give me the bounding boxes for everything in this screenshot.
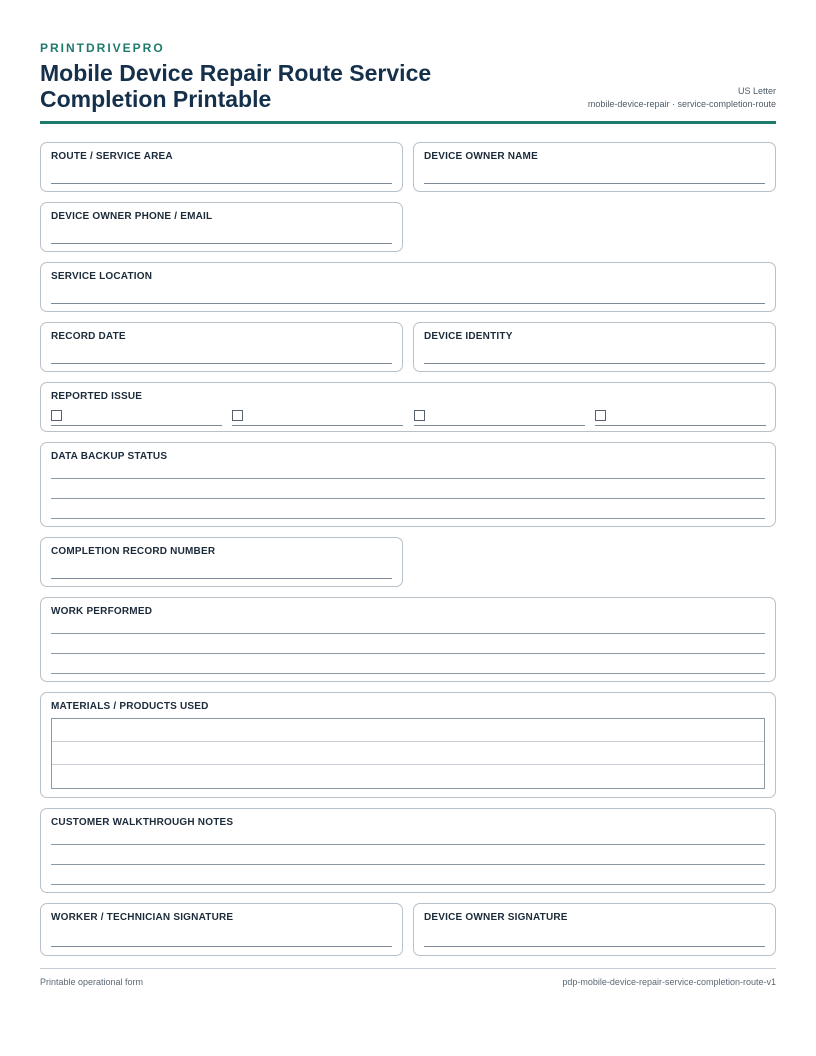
checkbox-icon[interactable] [51,410,62,421]
issue-option-4[interactable] [595,408,766,426]
form-slug: mobile-device-repair · service-completion-route [587,99,776,109]
table-row[interactable] [52,765,764,788]
completion-number-input-line[interactable] [51,578,392,579]
route-label: ROUTE / SERVICE AREA [51,151,173,162]
data-backup-line-3[interactable] [51,518,765,519]
reported-issue-field [40,382,776,432]
footer-left-text: Printable operational form [40,977,144,987]
materials-field [40,692,776,798]
work-performed-field [40,597,776,682]
table-row[interactable] [52,719,764,742]
completion-number-label: COMPLETION RECORD NUMBER [51,546,216,557]
service-location-input-line[interactable] [51,303,765,304]
header-rule [40,121,776,124]
walkthrough-line-2[interactable] [51,864,765,865]
checkbox-icon[interactable] [595,410,606,421]
device-identity-label: DEVICE IDENTITY [424,331,513,342]
owner-contact-input-line[interactable] [51,243,392,244]
document-meta [588,85,776,111]
record-date-input-line[interactable] [51,363,392,364]
owner-signature-line[interactable] [424,946,765,947]
record-date-label: RECORD DATE [51,331,126,342]
owner-name-label: DEVICE OWNER NAME [424,151,538,162]
issue-option-3[interactable] [414,408,585,426]
checkbox-icon[interactable] [232,410,243,421]
checkbox-icon[interactable] [414,410,425,421]
service-location-field [40,262,776,312]
owner-signature-field [413,903,776,956]
owner-contact-field [40,202,403,252]
footer-form-id: pdp-mobile-device-repair-service-completion-route-v1 [562,977,776,987]
work-performed-label: WORK PERFORMED [51,606,153,617]
data-backup-label: DATA BACKUP STATUS [51,451,168,462]
owner-name-input-line[interactable] [424,183,765,184]
issue-option-1[interactable] [51,408,222,426]
service-location-label: SERVICE LOCATION [51,271,153,282]
owner-signature-label: DEVICE OWNER SIGNATURE [424,912,568,923]
worker-signature-field [40,903,403,956]
owner-contact-label: DEVICE OWNER PHONE / EMAIL [51,211,213,222]
brand-name: PRINTDRIVEPRO [40,41,165,55]
data-backup-line-2[interactable] [51,498,765,499]
completion-number-field [40,537,403,587]
table-row[interactable] [52,742,764,765]
owner-name-field [413,142,776,192]
data-backup-line-1[interactable] [51,478,765,479]
walkthrough-line-3[interactable] [51,884,765,885]
reported-issue-label: REPORTED ISSUE [51,391,143,402]
work-performed-line-2[interactable] [51,653,765,654]
walkthrough-field [40,808,776,893]
device-identity-field [413,322,776,372]
route-field [40,142,403,192]
data-backup-field [40,442,776,527]
materials-label: MATERIALS / PRODUCTS USED [51,701,209,712]
walkthrough-label: CUSTOMER WALKTHROUGH NOTES [51,817,234,828]
work-performed-line-1[interactable] [51,633,765,634]
work-performed-line-3[interactable] [51,673,765,674]
page-title: Mobile Device Repair Route Service Completion Printable [40,60,432,112]
issue-option-2[interactable] [232,408,403,426]
worker-signature-line[interactable] [51,946,392,947]
footer-rule [40,968,776,969]
record-date-field [40,322,403,372]
paper-size: US Letter [737,86,776,96]
device-identity-input-line[interactable] [424,363,765,364]
materials-table [51,718,765,789]
route-input-line[interactable] [51,183,392,184]
worker-signature-label: WORKER / TECHNICIAN SIGNATURE [51,912,234,923]
walkthrough-line-1[interactable] [51,844,765,845]
